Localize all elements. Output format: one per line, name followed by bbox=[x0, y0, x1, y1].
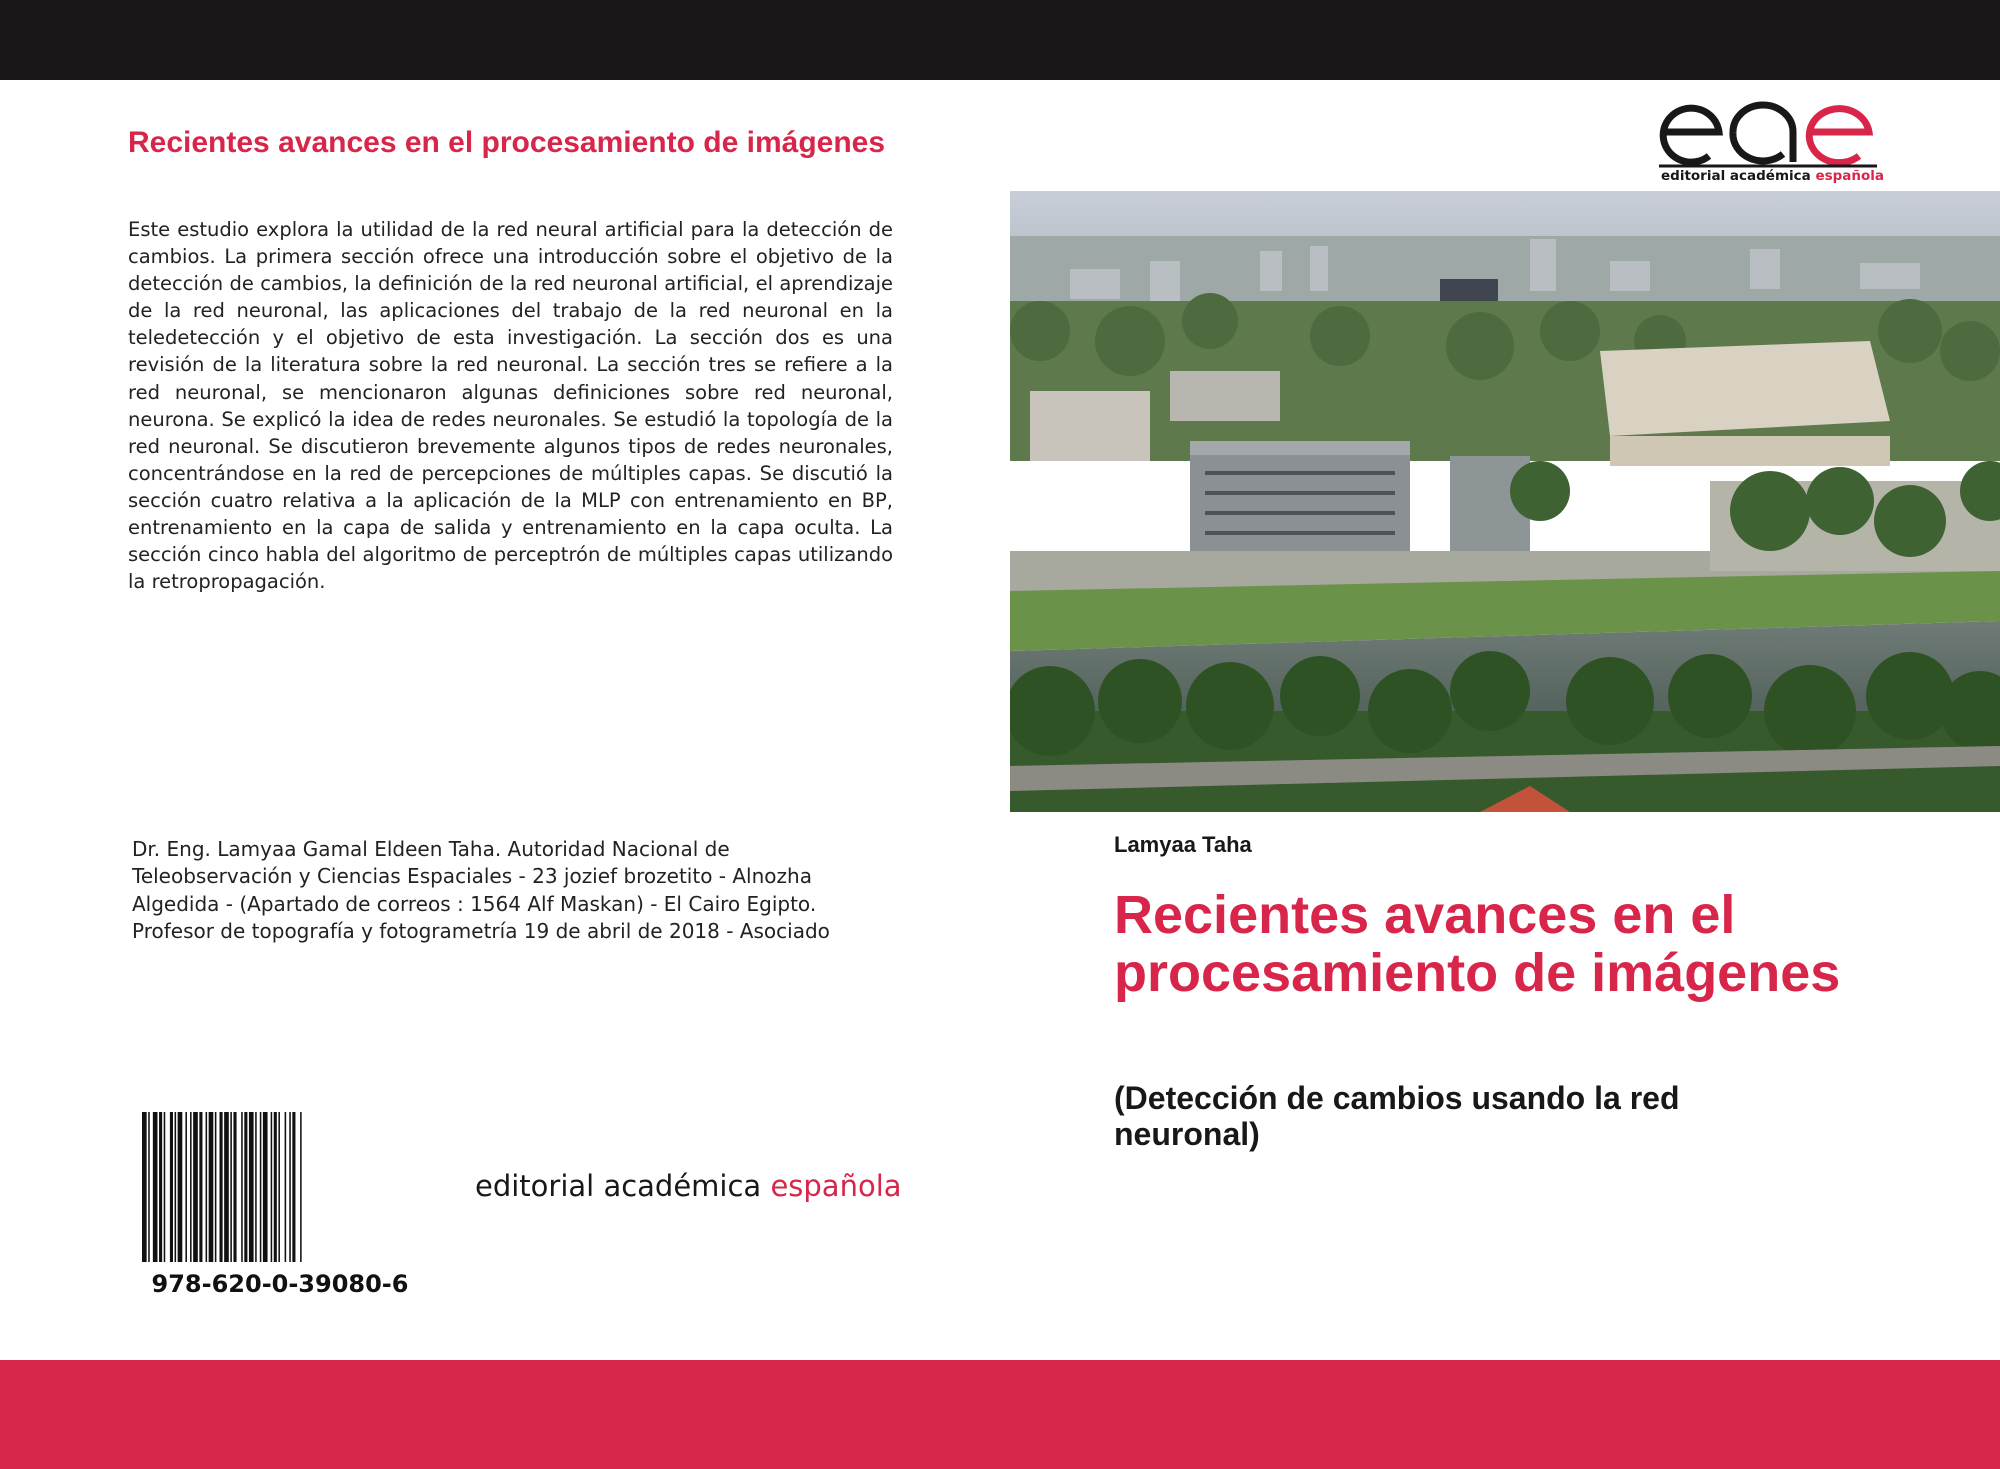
logo-caption bbox=[1661, 168, 1884, 184]
publisher-name-accent: española bbox=[770, 1169, 902, 1203]
publisher-logo bbox=[1655, 96, 1885, 188]
isbn-number: 978-620-0-39080-6 bbox=[151, 1270, 409, 1298]
top-band bbox=[0, 0, 2000, 80]
city-aerial-photo bbox=[1010, 191, 2000, 812]
logo-caption-main: editorial académica bbox=[1661, 168, 1816, 184]
publisher-name-back bbox=[475, 1168, 902, 1204]
author-bio: Dr. Eng. Lamyaa Gamal Eldeen Taha. Autoridad Nacional de Teleobservación y Ciencias Espaciales - 23 jozief brozetito - Alnozha Algedida - (Apartado de correos : 1564 Alf Maskan) - El Cairo Egipto. Profesor de topografía y fotogrametría 19 de abril de 2018 - Asociado bbox=[132, 837, 830, 944]
front-author: Lamyaa Taha bbox=[1114, 832, 1252, 857]
logo-caption-accent: española bbox=[1815, 168, 1885, 184]
barcode bbox=[140, 1112, 420, 1302]
back-cover-title: Recientes avances en el procesamiento de imágenes bbox=[128, 126, 886, 159]
eae-logo-icon bbox=[1659, 96, 1881, 170]
bottom-band bbox=[0, 1360, 2000, 1469]
barcode-icon bbox=[140, 1112, 420, 1264]
front-title: Recientes avances en el procesamiento de imágenes bbox=[1114, 885, 1841, 1003]
back-cover-blurb: Este estudio explora la utilidad de la red neural artificial para la detección de cambios. La primera sección ofrece una introducción sobre el objetivo de la detección de cambios, la definición de la red neuronal artificial, el aprendizaje de la red neuronal, las aplicaciones del trabajo de la red neuronal en la teledetección y el objetivo de esta investigación. La sección dos es una revisión de la literatura sobre la red neuronal. La sección tres se refiere a la red neuronal, se mencionaron algunas definiciones sobre red neuronal, neurona. Se explicó la idea de redes neuronales. Se estudió la topología de la red neuronal. Se discutieron brevemente algunos tipos de redes neuronales, concentrándose en la red de percepciones de múltiples capas. Se discutió la sección cuatro relativa a la aplicación de la MLP con entrenamiento en BP, entrenamiento en la capa de salida y entrenamiento en la capa oculta. La sección cinco habla del algoritmo de perceptrón de múltiples capas utilizando la retropropagación. bbox=[128, 218, 893, 594]
publisher-name-main: editorial académica bbox=[475, 1169, 771, 1203]
front-subtitle: (Detección de cambios usando la red neuronal) bbox=[1114, 1080, 1680, 1152]
